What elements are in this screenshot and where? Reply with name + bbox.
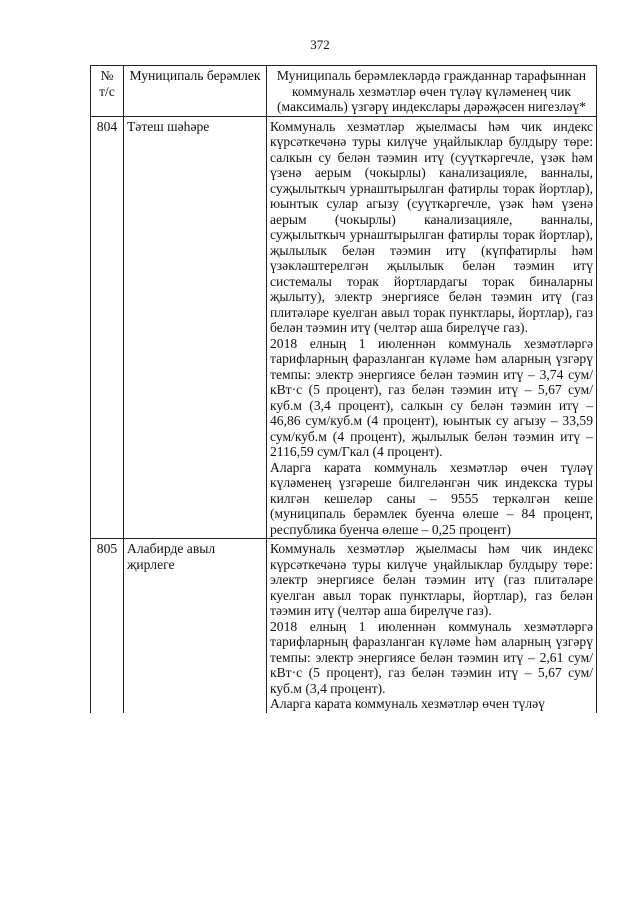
description-paragraph: 2018 елның 1 июленнән коммуналь хезмәтләргә тарифларның фаразланган күләме һәм аларның үзгәрү темпы: электр энергиясе белән тәэмин итү – 2,61 сум/кВт·с (5 процент), газ белән тәэмин итү – 5,67 сум/куб.м (3,4 процент). (270, 618, 593, 696)
tariff-index-table (90, 65, 597, 713)
row-description (267, 116, 597, 539)
description-paragraph: Аларга карата коммуналь хезмәтләр өчен түләү (270, 696, 545, 711)
description-paragraph: 2018 елның 1 июленнән коммуналь хезмәтләргә тарифларның фаразланган күләме һәм аларның үзгәрү темпы: электр энергиясе белән тәэмин итү – 3,74 сум/кВт·с (5 процент), газ белән тәэмин итү – 5,67 сум/куб.м (3,4 процент), салкын су белән тәэмин итү – 46,86 сум/куб.м (4 процент), юынтык су агызу – 33,59 сум/куб.м (4 процент), җылылык белән тәэмин итү – 2116,59 сум/Гкал (4 процент). (270, 335, 593, 459)
description-paragraph: Коммуналь хезмәтләр җыелмасы һәм чик индекс күрсәткечәнә туры килүче уңайлыклар булдыру төре: электр энергиясе белән тәэмин итү (газ плитәләре куелган авыл торак пунктлары, йортлар), газ белән тәэмин итү (челтәр аша бирелүче газ). (270, 541, 593, 618)
table-header-row (91, 66, 597, 117)
description-paragraph: Аларга карата коммуналь хезмәтләр өчен түләү күләменең үзгәреше билгеләнгән чик индекска туры килгән кешеләр саны – 9555 теркәлгән кеше (муниципаль берәмлек буенча өлеше – 84 процент, республика буенча өлеше – 0,25 процент) (270, 459, 593, 537)
row-description (267, 539, 597, 713)
header-description: Муниципаль берәмлекләрдә гражданнар тарафыннан коммуналь хезмәтләр өчен түләү күләменең чик (максималь) үзгәрү индекслары дәрәҗәсен нигезләү* (267, 66, 597, 117)
row-municipality: Тәтеш шәһәре (124, 116, 267, 539)
row-number: 804 (91, 116, 124, 539)
table-row (91, 116, 597, 539)
page-number: 372 (310, 37, 330, 52)
header-municipality: Муниципаль берәмлек (124, 66, 267, 117)
row-municipality: Алабирде авыл җирлеге (124, 539, 267, 713)
description-paragraph: Коммуналь хезмәтләр җыелмасы һәм чик индекс күрсәткечәнә туры килүче уңайлыклар булдыру төре: салкын су белән тәэмин итү (суүткәргечле, үзәк һәм үзенә аерым (чокырлы) канализацияле, ванналы, суҗылыткыч урнаштырылган фатирлы торак йортлар), юынтык сулар агызу (суүткәргечле, үзәк һәм үзенә аерым (чокырлы) канализацияле, ванналы, суҗылыткыч урнаштырылган фатирлы торак йортлар), җылылык белән тәэмин итү (күпфатирлы һәм үзәкләштерелгән җылылык белән тәэмин итү системалы торак йортлардагы торак биналарны җылыту), электр энергиясе белән тәэмин итү (газ плитәләре куелган авыл торак пунктлары, йортлар), газ белән тәэмин итү (челтәр аша бирелүче газ). (270, 118, 593, 335)
table-row (91, 539, 597, 713)
row-number: 805 (91, 539, 124, 713)
header-number: № т/с (91, 66, 124, 117)
